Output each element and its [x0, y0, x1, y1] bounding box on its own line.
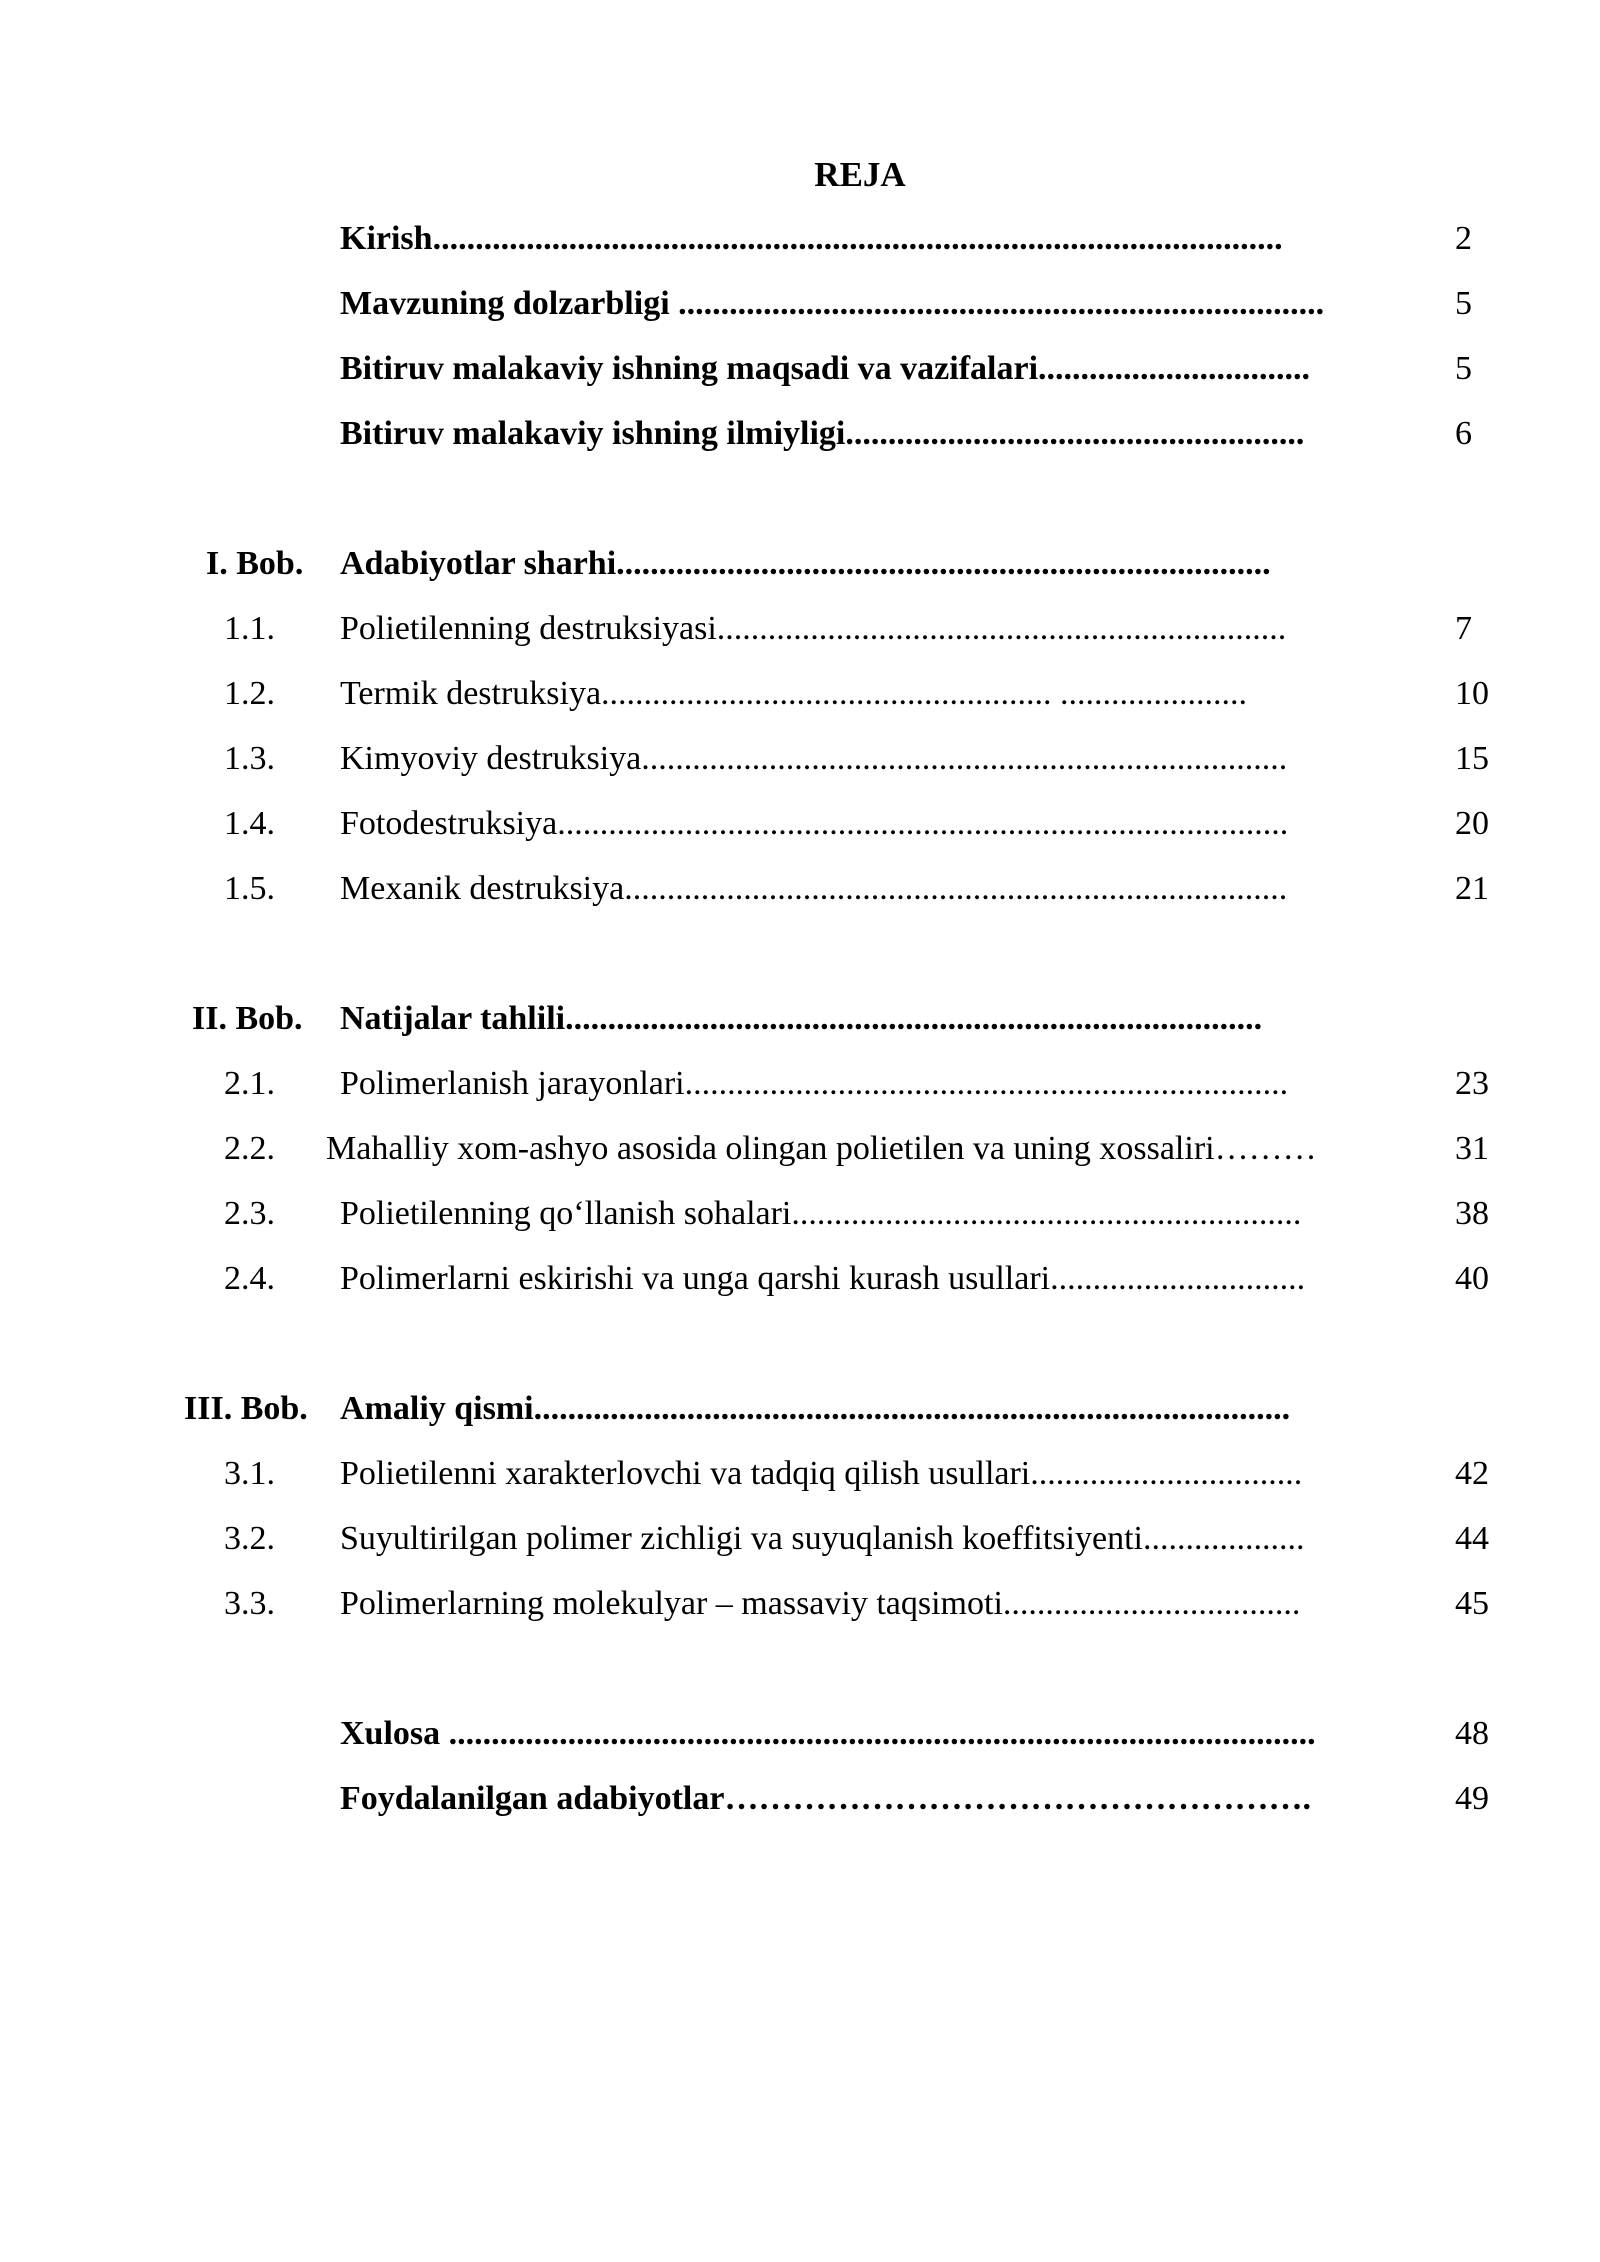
- chapter-title: Natijalar tahlili..................................................................................: [340, 1000, 1263, 1037]
- section-number: 2.2.: [224, 1130, 275, 1167]
- section-text: Mexanik destruksiya..............................................................................: [340, 870, 1288, 907]
- section-page: 38: [1455, 1195, 1489, 1232]
- section-text: Kimyoviy destruksiya............................................................................: [340, 740, 1288, 777]
- section-number: 2.4.: [224, 1260, 275, 1297]
- section-text: Polimerlarning molekulyar – massaviy taqsimoti...................................: [340, 1585, 1301, 1622]
- section-text: Polimerlarni eskirishi va unga qarshi kurash usullari..............................: [340, 1260, 1306, 1297]
- section-page: 45: [1455, 1585, 1489, 1622]
- section-page: 40: [1455, 1260, 1489, 1297]
- chapter-title: Adabiyotlar sharhi.............................................................................: [340, 545, 1271, 582]
- section-number: 2.3.: [224, 1195, 275, 1232]
- toc-entry-page: 6: [1455, 415, 1472, 452]
- chapter-label: III. Bob.: [184, 1390, 308, 1427]
- section-number: 3.1.: [224, 1455, 275, 1492]
- toc-entry-text: Kirish....................................................................................................: [340, 220, 1283, 257]
- toc-section-2-1: [0, 1051, 1600, 1117]
- toc-section-1-4: [0, 791, 1600, 857]
- toc-entry-page: 49: [1455, 1780, 1489, 1817]
- toc-entry-text: Bitiruv malakaviy ishning maqsadi va vazifalari................................: [340, 350, 1311, 387]
- section-text: Mahalliy xom-ashyo asosida olingan polietilen va uning xossaliri………: [326, 1130, 1317, 1167]
- chapter-heading-1: [0, 531, 1600, 597]
- section-page: 10: [1455, 675, 1489, 712]
- section-text: Fotodestruksiya......................................................................................: [340, 805, 1289, 842]
- toc-entry-page: 2: [1455, 220, 1472, 257]
- section-page: 31: [1455, 1130, 1489, 1167]
- toc-section-2-4: [0, 1246, 1600, 1312]
- section-number: 1.1.: [224, 610, 275, 647]
- toc-entry-text: Bitiruv malakaviy ishning ilmiyligi......................................................: [340, 415, 1305, 452]
- toc-entry-page: 5: [1455, 285, 1472, 322]
- section-page: 21: [1455, 870, 1489, 907]
- chapter-title: Amaliy qismi.........................................................................................: [340, 1390, 1291, 1427]
- section-number: 1.3.: [224, 740, 275, 777]
- toc-section-1-3: [0, 726, 1600, 792]
- toc-section-1-1: [0, 596, 1600, 662]
- toc-entry-text: Mavzuning dolzarbligi ............................................................................: [340, 285, 1325, 322]
- section-text: Polietilenning qo‘llanish sohalari............................................................: [340, 1195, 1302, 1232]
- toc-entry-page: 5: [1455, 350, 1472, 387]
- section-page: 15: [1455, 740, 1489, 777]
- section-number: 1.5.: [224, 870, 275, 907]
- section-number: 3.2.: [224, 1520, 275, 1557]
- chapter-label: II. Bob.: [192, 1000, 303, 1037]
- toc-entry-xulosa: [0, 1701, 1600, 1767]
- toc-entry-ilmiyligi: [0, 401, 1600, 467]
- chapter-heading-2: [0, 986, 1600, 1052]
- toc-section-2-2: [0, 1116, 1600, 1182]
- toc-section-3-2: [0, 1506, 1600, 1572]
- section-number: 2.1.: [224, 1065, 275, 1102]
- section-text: Termik destruksiya..................................................... ......................: [340, 675, 1248, 712]
- toc-entry-page: 48: [1455, 1715, 1489, 1752]
- section-text: Polimerlanish jarayonlari.......................................................................: [340, 1065, 1289, 1102]
- section-page: 23: [1455, 1065, 1489, 1102]
- toc-entry-maqsadi: [0, 336, 1600, 402]
- section-page: 20: [1455, 805, 1489, 842]
- section-text: Suyultirilgan polimer zichligi va suyuqlanish koeffitsiyenti...................: [340, 1520, 1305, 1557]
- chapter-heading-3: [0, 1376, 1600, 1442]
- toc-entry-dolzarbligi: [0, 271, 1600, 337]
- section-page: 42: [1455, 1455, 1489, 1492]
- section-text: Polietilenning destruksiyasi...................................................................: [340, 610, 1287, 647]
- toc-entry-kirish: [0, 206, 1600, 272]
- toc-section-3-1: [0, 1441, 1600, 1507]
- section-page: 44: [1455, 1520, 1489, 1557]
- page-title: REJA: [814, 155, 906, 194]
- toc-section-2-3: [0, 1181, 1600, 1247]
- toc-entry-adabiyotlar: [0, 1766, 1600, 1832]
- toc-entry-text: Foydalanilgan adabiyotlar…………………………………………….: [340, 1780, 1311, 1817]
- section-number: 3.3.: [224, 1585, 275, 1622]
- chapter-label: I. Bob.: [206, 545, 304, 582]
- toc-entry-text: Xulosa ......................................................................................................: [340, 1715, 1316, 1752]
- section-number: 1.2.: [224, 675, 275, 712]
- toc-section-1-2: [0, 661, 1600, 727]
- toc-section-1-5: [0, 856, 1600, 922]
- section-page: 7: [1455, 610, 1472, 647]
- toc-section-3-3: [0, 1571, 1600, 1637]
- section-text: Polietilenni xarakterlovchi va tadqiq qilish usullari................................: [340, 1455, 1303, 1492]
- section-number: 1.4.: [224, 805, 275, 842]
